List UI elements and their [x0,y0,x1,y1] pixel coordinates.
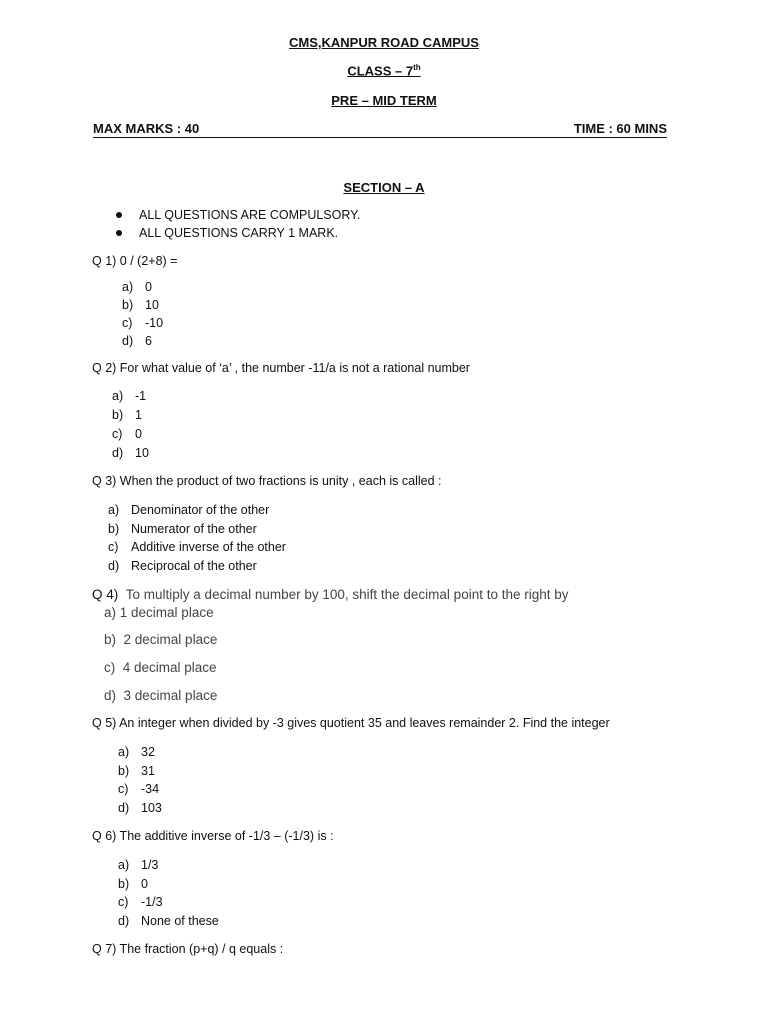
q1-option-a: a) 0 [122,280,152,294]
question-7: Q 7) The fraction (p+q) / q equals : [92,942,284,956]
q4-number: Q 4) [92,587,119,602]
question-5: Q 5) An integer when divided by -3 gives quotient 35 and leaves remainder 2. Find the integer [92,716,610,730]
question-6: Q 6) The additive inverse of -1/3 – (-1/3) is : [92,829,334,843]
q3-option-d: d) Reciprocal of the other [108,559,257,573]
q4-option-d: d) 3 decimal place [104,688,218,703]
question-3: Q 3) When the product of two fractions is unity , each is called : [92,474,442,488]
section-title: SECTION – A [343,180,425,195]
q2-option-a: a) -1 [112,389,147,403]
max-marks: MAX MARKS : 40 [93,121,200,136]
question-1: Q 1) 0 / (2+8) = [92,254,178,268]
bullet-icon [116,212,122,218]
q6-option-c: c) -1/3 [118,895,163,909]
q3-option-a: a) Denominator of the other [108,503,270,517]
q1-option-c: c) -10 [122,316,164,330]
class-title [0,63,768,78]
q4-option-a: a) 1 decimal place [104,605,214,620]
q5-option-d: d) 103 [118,801,162,815]
q5-option-c: c) -34 [118,782,160,796]
q5-option-b: b) 31 [118,764,155,778]
exam-title: PRE – MID TERM [331,93,437,108]
question-4 [92,587,569,602]
q5-option-a: a) 32 [118,745,155,759]
time-limit: TIME : 60 MINS [573,121,667,136]
q6-option-d: d) None of these [118,914,219,928]
q3-option-c: c) Additive inverse of the other [108,540,286,554]
q3-option-b: b) Numerator of the other [108,522,257,536]
q1-option-d: d) 6 [122,334,152,348]
class-prefix: CLASS – 7 [347,63,414,79]
q4-option-c: c) 4 decimal place [104,660,217,675]
school-name: CMS,KANPUR ROAD CAMPUS [289,35,479,50]
q4-option-b: b) 2 decimal place [104,632,218,647]
instruction-item: ALL QUESTIONS CARRY 1 MARK. [116,226,338,240]
q2-option-c: c) 0 [112,427,142,441]
class-suffix: th [413,63,421,72]
question-2: Q 2) For what value of ‘a’ , the number -11/a is not a rational number [92,361,470,375]
q2-option-b: b) 1 [112,408,142,422]
q1-option-b: b) 10 [122,298,159,312]
marks-time-row [93,121,667,138]
q2-option-d: d) 10 [112,446,149,460]
q6-option-b: b) 0 [118,877,148,891]
bullet-icon [116,230,122,236]
q6-option-a: a) 1/3 [118,858,159,872]
instruction-item: ALL QUESTIONS ARE COMPULSORY. [116,208,360,222]
q4-text: To multiply a decimal number by 100, shift the decimal point to the right by [125,587,569,602]
